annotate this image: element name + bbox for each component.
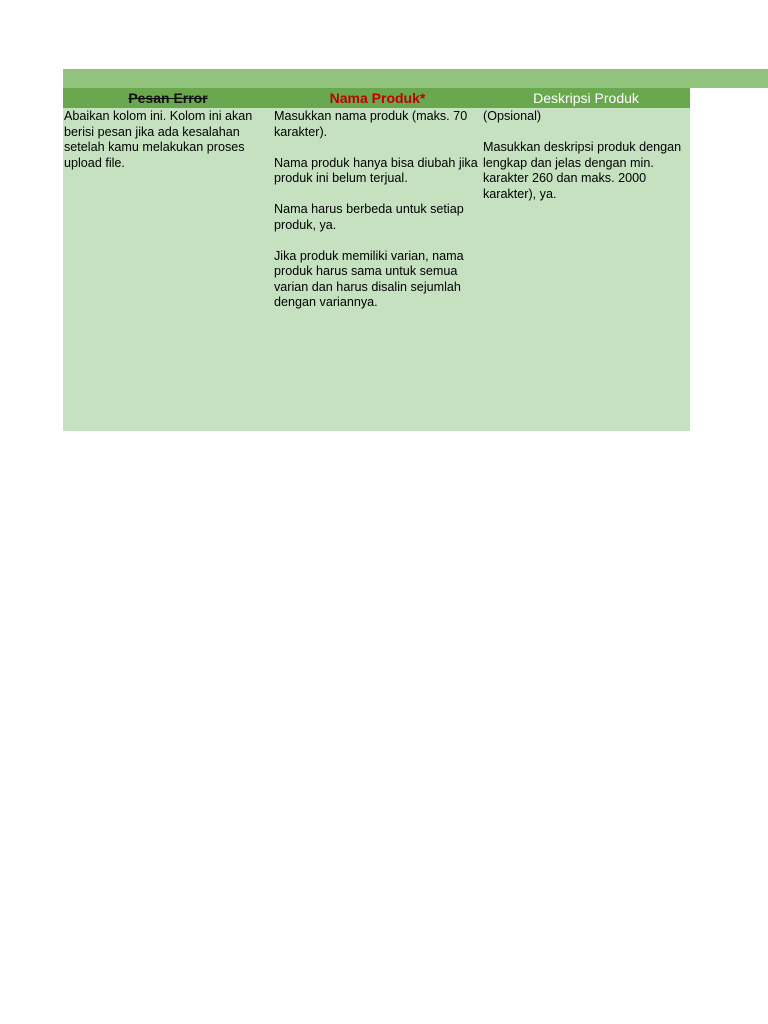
cell-pesan-error[interactable] (63, 108, 273, 431)
instruction-text: Masukkan nama produk (maks. 70 karakter). (274, 109, 468, 139)
header-band (63, 69, 768, 88)
instruction-text: Masukkan deskripsi produk dengan lengkap dan jelas dengan min. karakter 260 dan maks. 2000 karakter), ya. (483, 140, 682, 201)
cell-deskripsi-produk[interactable] (482, 108, 690, 431)
instruction-text: Jika produk memiliki varian, nama produk harus sama untuk semua varian dan harus disalin sejumlah dengan variannya. (274, 248, 464, 309)
instruction-text: Nama produk hanya bisa diubah jika produk ini belum terjual. (274, 155, 478, 185)
column-header-pesan-error[interactable]: Pesan Error (128, 90, 208, 106)
instruction-text: Nama harus berbeda untuk setiap produk, ya. (274, 202, 464, 232)
column-header-nama-produk[interactable]: Nama Produk* (329, 90, 426, 106)
instruction-text: Abaikan kolom ini. Kolom ini akan berisi pesan jika ada kesalahan setelah kamu melakukan proses upload file. (64, 109, 253, 170)
column-header-deskripsi-produk[interactable]: Deskripsi Produk (533, 90, 639, 106)
instruction-row (63, 108, 690, 431)
spreadsheet-template (63, 88, 690, 431)
header-row (63, 88, 690, 108)
cell-nama-produk[interactable] (273, 108, 482, 431)
instruction-text: (Opsional) (483, 109, 542, 123)
